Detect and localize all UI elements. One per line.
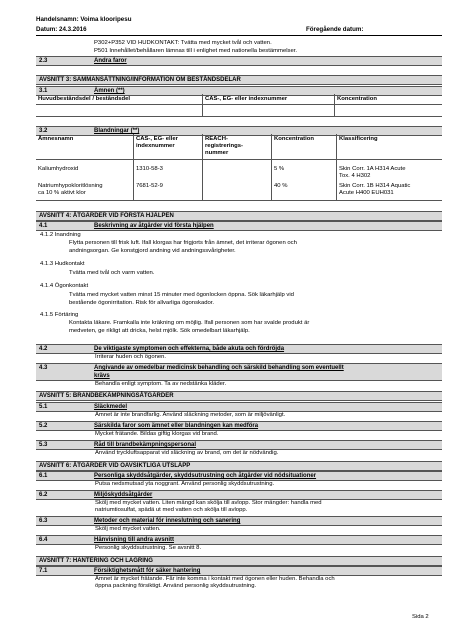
table-row-concentration: 5 % bbox=[274, 166, 285, 172]
section-number: 3.2 bbox=[39, 128, 48, 134]
subsection-label: 4.1.3 Hudkontakt bbox=[40, 261, 85, 267]
section-number: 5.3 bbox=[39, 442, 48, 448]
section-title: Beskrivning av åtgärder vid första hjälpen bbox=[94, 223, 214, 229]
avsnitt-6-bar bbox=[36, 461, 442, 471]
section-2-3-bar bbox=[36, 56, 442, 66]
avsnitt-title: AVSNITT 6: ÅTGÄRDER VID OAVSIKTLIGA UTSLÄPP bbox=[39, 463, 191, 469]
section-4-1-bar bbox=[36, 221, 442, 231]
section-6-2-bar bbox=[36, 490, 442, 500]
table-row-classification: Skin Corr. 1B H314 Aquatic bbox=[339, 183, 411, 189]
table-row-cas: 7681-52-9 bbox=[136, 183, 163, 189]
section-number: 2.3 bbox=[39, 58, 48, 64]
section-title: Ämnen (**) bbox=[94, 88, 125, 94]
document-date: Datum: 24.3.2016 bbox=[36, 26, 87, 33]
paragraph-line: Flytta personen till frisk luft. Ifall klorgas har frigjorts från ämnet, det irriterar ögonen och bbox=[69, 240, 297, 246]
subsection-label: 4.1.5 Förtäring bbox=[40, 312, 79, 318]
table-row-name: Kaliumhydroxid bbox=[38, 166, 79, 172]
avsnitt-4-bar bbox=[36, 211, 442, 221]
section-4-3-bar bbox=[36, 363, 442, 381]
section-4-2-bar bbox=[36, 344, 442, 354]
section-5-2-bar bbox=[36, 421, 442, 431]
section-3-2-bar bbox=[36, 126, 442, 136]
section-title: Andra faror bbox=[94, 58, 127, 64]
paragraph-line: Tvätta med tvål och varm vatten. bbox=[69, 270, 155, 276]
paragraph-line: Tvätta med mycket vatten minst 15 minuter med ögonlocken öppna. Sök läkarhjälp vid bbox=[69, 292, 294, 298]
section-number: 4.2 bbox=[39, 346, 48, 352]
section-title: Blandningar (**) bbox=[94, 128, 140, 134]
section-text: Mycket frätande. Bildas giftig klorgas vid brand. bbox=[95, 431, 219, 437]
table2-header-cas-2: indexnummer bbox=[136, 143, 175, 149]
section-6-4-bar bbox=[36, 535, 442, 545]
section-number: 4.1 bbox=[39, 223, 48, 229]
product-name: Handelsnamn: Voima klooripesu bbox=[36, 16, 132, 23]
section-title: Metoder och material för inneslutning och sanering bbox=[94, 518, 241, 524]
table2-header-rule bbox=[36, 159, 442, 160]
table2-divider bbox=[336, 134, 337, 200]
table1-header-cas: CAS-, EG- eller indexnummer bbox=[205, 96, 288, 102]
table2-header-reach-2: registrerings- bbox=[205, 143, 243, 149]
p302-statement: P302+P352 VID HUDKONTAKT: Tvätta med mycket tvål och vatten. bbox=[94, 40, 272, 46]
section-text: natriumtiosulfat, spädä ut med vatten och skölja till avlopp. bbox=[95, 507, 248, 513]
paragraph-line: medveten, ge rikligt att dricka, helst mjölk. Sök omedelbart läkarhjälp. bbox=[69, 328, 250, 334]
table1-rule bbox=[36, 104, 442, 105]
section-text: Skölj med mycket vatten. bbox=[95, 526, 161, 532]
table1-header-component: Huvudbeståndsdel / beståndsdel bbox=[38, 96, 130, 102]
p501-statement: P501 Innehållet/behållaren lämnas till i enlighet med nationella bestämmelser. bbox=[94, 48, 298, 54]
header-divider bbox=[36, 35, 442, 36]
section-text: Putsa nedsmutsad yta noggrant. Använd personlig skyddsutrustning. bbox=[95, 481, 275, 487]
section-text: Behandla enligt symptom. Ta av nedstänka kläder. bbox=[95, 381, 227, 387]
avsnitt-title: AVSNITT 4: ÅTGÄRDER VID FÖRSTA HJÄLPEN bbox=[39, 213, 174, 219]
table2-bottom-rule bbox=[36, 200, 442, 201]
paragraph-line: Kontakta läkare. Framkalla inte kräkning om möjlig. Ifall personen som har svalde produkt är bbox=[69, 320, 310, 326]
section-number: 6.1 bbox=[39, 473, 48, 479]
paragraph-line: bestående ögonirritation. Risk för allvarliga ögonskador. bbox=[69, 300, 215, 306]
section-number: 5.2 bbox=[39, 423, 48, 429]
section-number: 3.1 bbox=[39, 88, 48, 94]
section-5-3-bar bbox=[36, 440, 442, 450]
section-6-1-bar bbox=[36, 471, 442, 481]
section-text: Ämnet är inte brandfarlig. Använd släckning metoder, som är miljövänligt. bbox=[95, 412, 286, 418]
section-number: 6.4 bbox=[39, 537, 48, 543]
avsnitt-title: AVSNITT 3: SAMMANSÄTTNING/INFORMATION OM BESTÅNDSDELAR bbox=[39, 77, 241, 83]
section-title: Hänvisning till andra avsnitt bbox=[94, 537, 175, 543]
section-title: Miljöskyddsåtgärder bbox=[94, 492, 153, 498]
table2-header-reach-1: REACH- bbox=[205, 136, 228, 142]
section-text: Ämnet är mycket frätande. Får inte komma i kontakt med ögonen eller huden. Behandla och bbox=[95, 576, 335, 582]
section-number: 5.1 bbox=[39, 404, 48, 410]
table-row-classification: Acute H400 EUH031 bbox=[339, 190, 394, 196]
section-text: Skölj med mycket vatten. Liten mängd kan skölja till avlopp. Stor mängder: handla med bbox=[95, 500, 322, 506]
avsnitt-3-bar bbox=[36, 75, 442, 85]
table1-header-concentration: Koncentration bbox=[337, 96, 377, 102]
table1-rule-bottom bbox=[36, 116, 442, 117]
section-title: Angivande av omedelbar medicinsk behandling och särskild behandling som eventuellt bbox=[94, 365, 344, 371]
table1-divider bbox=[334, 94, 335, 116]
subsection-label: 4.1.4 Ögonkontakt bbox=[40, 283, 89, 289]
section-7-1-bar bbox=[36, 566, 442, 576]
table1-divider bbox=[202, 94, 203, 116]
table2-header-reach-3: nummer bbox=[205, 150, 229, 156]
section-number: 4.3 bbox=[39, 365, 48, 371]
section-text: Personlig skyddsutrustning. Se avsnitt 8. bbox=[95, 545, 202, 551]
section-title: Personliga skyddsåtgärder, skyddsutrustning och åtgärder vid nödsituationer bbox=[94, 473, 317, 479]
avsnitt-title: AVSNITT 7: HANTERING OCH LAGRING bbox=[39, 558, 153, 564]
section-title: Särskilda faror som ämnet eller blandningen kan medföra bbox=[94, 423, 259, 429]
table-row-concentration: 40 % bbox=[274, 183, 288, 189]
section-text: Irriterar huden och ögonen. bbox=[95, 354, 167, 360]
section-3-1-bar bbox=[36, 86, 442, 96]
table-row-name: Natriumhypokloritlösning bbox=[38, 183, 103, 189]
section-number: 7.1 bbox=[39, 568, 48, 574]
subsection-label: 4.1.2 Inandning bbox=[40, 232, 81, 238]
section-number: 6.3 bbox=[39, 518, 48, 524]
section-title: De viktigaste symptomen och effekterna, både akuta och fördröjda bbox=[94, 346, 285, 352]
table2-divider bbox=[271, 134, 272, 200]
section-number: 6.2 bbox=[39, 492, 48, 498]
section-text: Använd tryckluftsapparat vid släckning av brand, om det är nödvändig. bbox=[95, 450, 279, 456]
section-6-3-bar bbox=[36, 516, 442, 526]
paragraph-line: andningsorgan. Ge konstgjord andning vid andningssvårigheter. bbox=[69, 248, 236, 254]
table2-header-classification: Klassificering bbox=[339, 136, 378, 142]
table2-header-name: Ämnesnamn bbox=[38, 136, 74, 142]
table2-divider bbox=[202, 134, 203, 200]
previous-date: Föregående datum: bbox=[306, 26, 364, 33]
avsnitt-7-bar bbox=[36, 556, 442, 566]
section-title: krävs bbox=[94, 373, 110, 379]
section-title: Råd till brandbekämpningspersonal bbox=[94, 442, 197, 448]
section-title: Försiktighetsmått för säker hantering bbox=[94, 568, 201, 574]
section-title: Släckmedel bbox=[94, 404, 128, 410]
avsnitt-title: AVSNITT 5: BRANDBEKÄMPNINGSÅTGÄRDER bbox=[39, 393, 174, 399]
avsnitt-5-bar bbox=[36, 391, 442, 401]
table-row-classification: Skin Corr. 1A H314 Acute bbox=[339, 166, 406, 172]
table2-header-concentration: Koncentration bbox=[274, 136, 314, 142]
table2-header-cas-1: CAS-, EG- eller bbox=[136, 136, 178, 142]
section-5-1-bar bbox=[36, 402, 442, 412]
table2-divider bbox=[133, 134, 134, 200]
table-row-classification: Tox. 4 H302 bbox=[339, 173, 371, 179]
table-row-cas: 1310-58-3 bbox=[136, 166, 163, 172]
table-row-name: ca 10 % aktivt klor bbox=[38, 190, 86, 196]
page-number: Sida 2 bbox=[412, 614, 429, 620]
section-text: öppna packning försiktigt. Använd personlig skyddsutrustning. bbox=[95, 583, 257, 589]
